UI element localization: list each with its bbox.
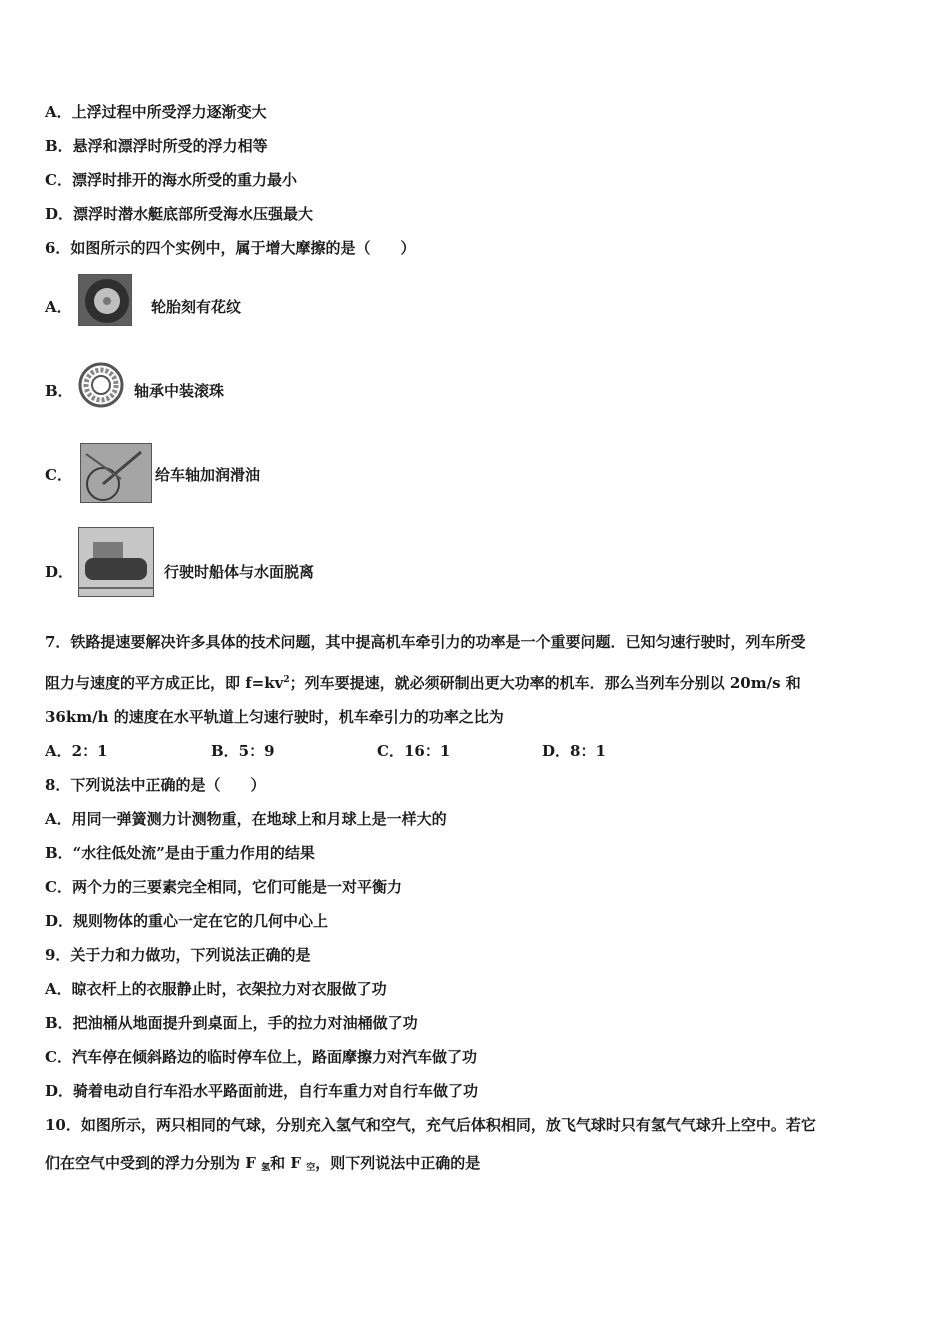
q9-option-d: D．骑着电动自行车沿水平路面前进，自行车重力对自行车做了功	[45, 1082, 479, 1100]
q7-stem-line-2a: 阻力与速度的平方成正比，即 f=kv	[45, 674, 284, 692]
q6-option-a-label: A．	[45, 298, 72, 316]
q9-option-b: B．把油桶从地面提升到桌面上，手的拉力对油桶做了功	[45, 1014, 418, 1032]
q10-stem-line-2b: 和 F	[270, 1154, 307, 1172]
q7-option-b: B．5：9	[211, 742, 275, 760]
q6-option-c-text: 给车轴加润滑油	[155, 466, 261, 484]
bearing-icon	[78, 362, 124, 408]
bearing-image	[78, 362, 124, 408]
q7-exponent: 2	[283, 675, 290, 685]
q10-stem-line-1: 10．如图所示，两只相同的气球，分别充入氢气和空气，充气后体积相同，放飞气球时只有氢气气球升上空中。若它	[45, 1116, 816, 1134]
q9-stem: 9．关于力和力做功，下列说法正确的是	[45, 946, 311, 964]
q6-option-b-label: B．	[45, 382, 73, 400]
q7-stem-line-2	[45, 670, 905, 693]
q7-option-c: C．16：1	[377, 742, 451, 760]
q10-sub-hydrogen: 氢	[261, 1163, 271, 1173]
q5-option-c: C．漂浮时排开的海水所受的重力最小	[45, 171, 297, 189]
q8-option-c: C．两个力的三要素完全相同，它们可能是一对平衡力	[45, 878, 402, 896]
q5-option-a: A．上浮过程中所受浮力逐渐变大	[45, 103, 267, 121]
q8-option-d: D．规则物体的重心一定在它的几何中心上	[45, 912, 329, 930]
bicycle-icon	[81, 444, 151, 502]
q10-sub-air: 空	[306, 1163, 316, 1173]
q6-option-a-text: 轮胎刻有花纹	[151, 298, 242, 316]
tire-image	[78, 274, 132, 326]
q9-option-c: C．汽车停在倾斜路边的临时停车位上，路面摩擦力对汽车做了功	[45, 1048, 477, 1066]
q10-stem-line-2	[45, 1153, 905, 1178]
q7-stem-line-2b: ；列车要提速，就必须研制出更大功率的机车．那么当列车分别以 20m/s 和	[289, 674, 801, 692]
q6-stem: 6．如图所示的四个实例中，属于增大摩擦的是（ ）	[45, 239, 416, 257]
q9-option-a: A．晾衣杆上的衣服静止时，衣架拉力对衣服做了功	[45, 980, 387, 998]
q6-option-d-label: D．	[45, 563, 74, 581]
q8-option-b: B．“水往低处流”是由于重力作用的结果	[45, 844, 315, 862]
q7-stem-line-3: 36km/h 的速度在水平轨道上匀速行驶时，机车牵引力的功率之比为	[45, 708, 504, 726]
q6-option-b-text: 轴承中装滚珠	[134, 382, 225, 400]
bicycle-oiling-image	[80, 443, 152, 503]
q5-option-d: D．漂浮时潜水艇底部所受海水压强最大	[45, 205, 314, 223]
hovercraft-icon	[79, 528, 153, 596]
q6-option-c-label: C．	[45, 466, 72, 484]
tire-icon	[79, 275, 131, 325]
q6-option-d-text: 行驶时船体与水面脱离	[164, 563, 315, 581]
q7-option-a: A．2：1	[45, 742, 108, 760]
q10-stem-line-2a: 们在空气中受到的浮力分别为 F	[45, 1154, 262, 1172]
q5-option-b: B．悬浮和漂浮时所受的浮力相等	[45, 137, 268, 155]
hovercraft-image	[78, 527, 154, 597]
q8-option-a: A．用同一弹簧测力计测物重，在地球上和月球上是一样大的	[45, 810, 447, 828]
q7-option-d: D．8：1	[542, 742, 606, 760]
q10-stem-line-2c: ，则下列说法中正确的是	[315, 1154, 481, 1172]
q8-stem: 8．下列说法中正确的是（ ）	[45, 776, 266, 794]
q7-stem-line-1: 7．铁路提速要解决许多具体的技术问题，其中提高机车牵引力的功率是一个重要问题．已知匀速行驶时，列车所受	[45, 633, 806, 651]
